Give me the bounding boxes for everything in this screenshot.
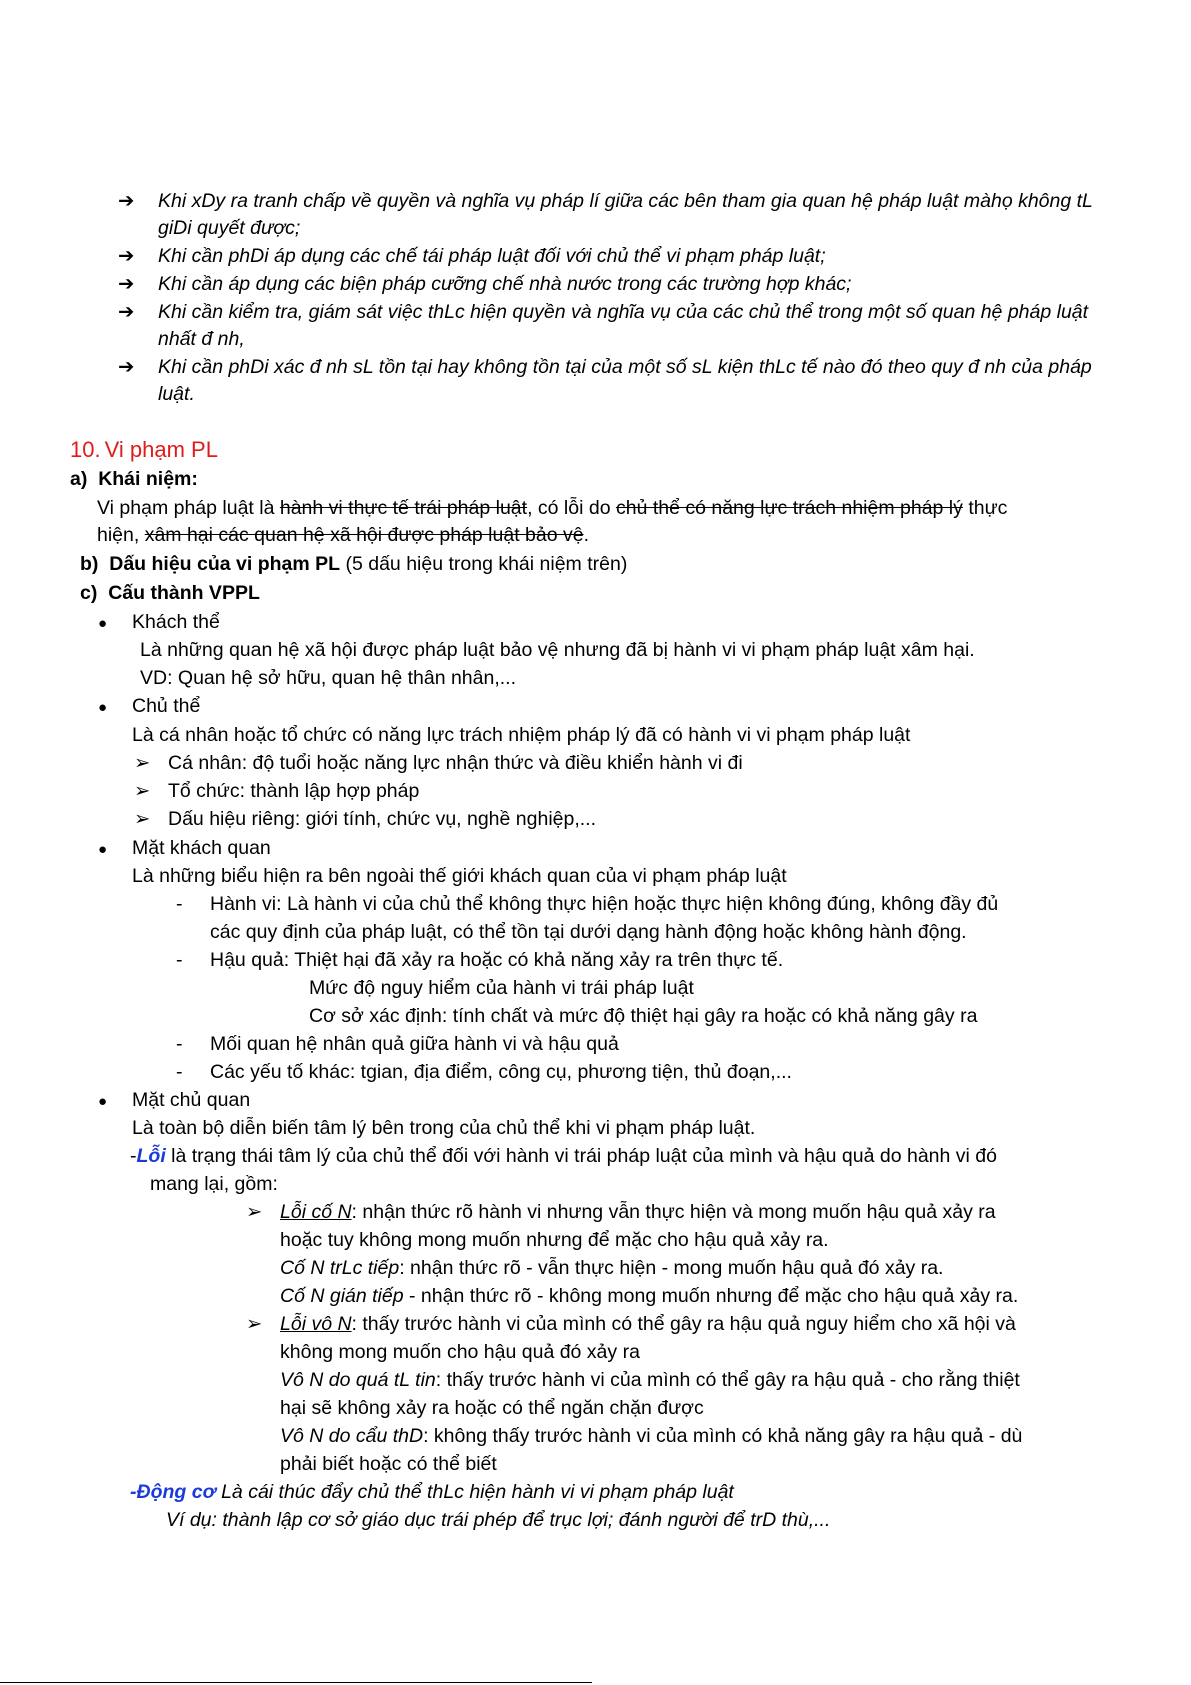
arrow-icon: ➔ — [118, 356, 135, 378]
definition-line-1: Vi phạm pháp luật là hành vi thực tế trái pháp luật, có lỗi do chủ thể có năng lực trách nhiệm pháp lý thực — [97, 497, 1008, 519]
bullet-icon: ● — [98, 615, 108, 632]
chu-the-item: ➢ Cá nhân: độ tuổi hoặc năng lực nhận thức và điều khiển hành vi đi — [134, 752, 743, 774]
bullet-icon: ● — [98, 841, 108, 858]
arrow-list — [118, 188, 1118, 409]
mcq-gian-tiep: Cố N gián tiếp - nhận thức rõ - không mong muốn nhưng để mặc cho hậu quả xảy ra. — [280, 1285, 1019, 1307]
mcq-truc-tiep: Cố N trLc tiếp: nhận thức rõ - vẫn thực hiện - mong muốn hậu quả đó xảy ra. — [280, 1257, 944, 1279]
mkq-hau-qua: - Hậu quả: Thiệt hại đã xảy ra hoặc có khả năng xảy ra trên thực tế. — [176, 949, 784, 971]
mkq-moi-quan-he: - Mối quan hệ nhân quả giữa hành vi và hậu quả — [176, 1033, 619, 1055]
mcq-qua-tin-cont: hại sẽ không xảy ra hoặc có thể ngăn chặn được — [280, 1397, 704, 1419]
bottom-divider — [0, 1682, 592, 1683]
arrow-item: ➔ Khi cần phDi xác đ nh sL tồn tại hay không tồn tại của một số sL kiện thLc tế nào đó theo quy đ nh của pháp luật. — [118, 356, 1092, 405]
chu-the-item: ➢ Tổ chức: thành lập hợp pháp — [134, 780, 420, 802]
arrow-item: ➔ Khi cần phDi áp dụng các chế tái pháp luật đối với chủ thể vi phạm pháp luật; — [118, 243, 1118, 270]
sub-bullet-icon: ➢ — [246, 1313, 263, 1335]
arrow-item: ➔ Khi cần kiểm tra, giám sát việc thLc hiện quyền và nghĩa vụ của các chủ thể trong một số quan hệ pháp luật nhất đ nh, — [118, 301, 1089, 350]
mcq-qua-tin: Vô N do quá tL tin: thấy trước hành vi của mình có thể gây ra hậu quả - cho rằng thiệt — [280, 1369, 1020, 1391]
mcq-vi-du: Ví dụ: thành lập cơ sở giáo dục trái phép để trục lợi; đánh người để trD thù,... — [166, 1509, 831, 1531]
bullet-icon: ● — [98, 1093, 108, 1110]
mcq-vo-y-cont: không mong muốn cho hậu quả đó xảy ra — [280, 1341, 640, 1363]
mkq-hanh-vi: - Hành vi: Là hành vi của chủ thể không thực hiện hoặc thực hiện không đúng, không đầy đủ — [176, 893, 999, 915]
bullet-icon: ● — [98, 699, 108, 716]
mcq-loi: -Lỗi là trạng thái tâm lý của chủ thể đối với hành vi trái pháp luật của mình và hậu quả do hành vi đó — [130, 1145, 997, 1167]
subheading-c: c) Cấu thành VPPL — [80, 582, 260, 604]
section-heading: 10. Vi phạm PL — [70, 437, 218, 462]
khach-the-example: VD: Quan hệ sở hữu, quan hệ thân nhân,... — [140, 667, 517, 689]
sub-bullet-icon: ➢ — [134, 752, 151, 774]
bullet-chu-the: ● Chủ thể — [98, 695, 201, 717]
mcq-cau-tha-cont: phải biết hoặc có thể biết — [280, 1453, 497, 1475]
arrow-icon: ➔ — [118, 190, 135, 212]
mcq-co-y: ➢ Lỗi cố N: nhận thức rõ hành vi nhưng vẫn thực hiện và mong muốn hậu quả xảy ra — [246, 1201, 996, 1223]
khach-the-line: Là những quan hệ xã hội được pháp luật bảo vệ nhưng đã bị hành vi vi phạm pháp luật xâm hại. — [140, 639, 975, 661]
mkq-line: Là những biểu hiện ra bên ngoài thế giới khách quan của vi phạm pháp luật — [132, 865, 787, 887]
mkq-muc-do: Mức độ nguy hiểm của hành vi trái pháp luật — [309, 977, 694, 999]
mcq-dong-co: -Động cơ Là cái thúc đẩy chủ thể thLc hiện hành vi vi phạm pháp luật — [130, 1481, 734, 1503]
mkq-co-so: Cơ sở xác định: tính chất và mức độ thiệt hại gây ra hoặc có khả năng gây ra — [309, 1005, 978, 1027]
mcq-line: Là toàn bộ diễn biến tâm lý bên trong của chủ thể khi vi phạm pháp luật. — [132, 1117, 756, 1139]
arrow-icon: ➔ — [118, 273, 135, 295]
bullet-khach-the: ● Khách thể — [98, 611, 220, 633]
mcq-vo-y: ➢ Lỗi vô N: thấy trước hành vi của mình có thể gây ra hậu quả nguy hiểm cho xã hội và — [246, 1313, 1016, 1335]
mkq-cac-yeu-to: - Các yếu tố khác: tgian, địa điểm, công cụ, phương tiện, thủ đoạn,... — [176, 1061, 792, 1083]
mcq-loi-cont: mang lại, gồm: — [150, 1173, 278, 1195]
mcq-co-y-cont: hoặc tuy không mong muốn nhưng để mặc cho hậu quả xảy ra. — [280, 1229, 829, 1251]
sub-bullet-icon: ➢ — [246, 1201, 263, 1223]
bullet-mat-khach-quan: ● Mặt khách quan — [98, 837, 271, 859]
subheading-a: a) Khái niệm: — [70, 468, 198, 490]
arrow-icon: ➔ — [118, 245, 135, 267]
definition-line-2: hiện, xâm hại các quan hệ xã hội được pháp luật bảo vệ. — [97, 524, 589, 546]
mcq-cau-tha: Vô N do cẩu thD: không thấy trước hành vi của mình có khả năng gây ra hậu quả - dù — [280, 1425, 1023, 1447]
mkq-hanh-vi-cont: các quy định của pháp luật, có thể tồn tại dưới dạng hành động hoặc không hành động. — [210, 921, 967, 943]
arrow-icon: ➔ — [118, 301, 135, 323]
chu-the-line: Là cá nhân hoặc tổ chức có năng lực trách nhiệm pháp lý đã có hành vi vi phạm pháp luật — [132, 724, 911, 746]
sub-bullet-icon: ➢ — [134, 780, 151, 802]
sub-bullet-icon: ➢ — [134, 808, 151, 830]
bullet-mat-chu-quan: ● Mặt chủ quan — [98, 1089, 251, 1111]
chu-the-item: ➢ Dấu hiệu riêng: giới tính, chức vụ, nghề nghiệp,... — [134, 808, 597, 830]
subheading-b: b) Dấu hiệu của vi phạm PL (5 dấu hiệu trong khái niệm trên) — [80, 553, 628, 575]
arrow-item: ➔ Khi xDy ra tranh chấp về quyền và nghĩa vụ pháp lí giữa các bên tham gia quan hệ pháp luật màhọ không tL giDi quyết được; — [118, 190, 1093, 239]
arrow-item: ➔ Khi cần áp dụng các biện pháp cưỡng chế nhà nước trong các trường hợp khác; — [118, 271, 1118, 298]
